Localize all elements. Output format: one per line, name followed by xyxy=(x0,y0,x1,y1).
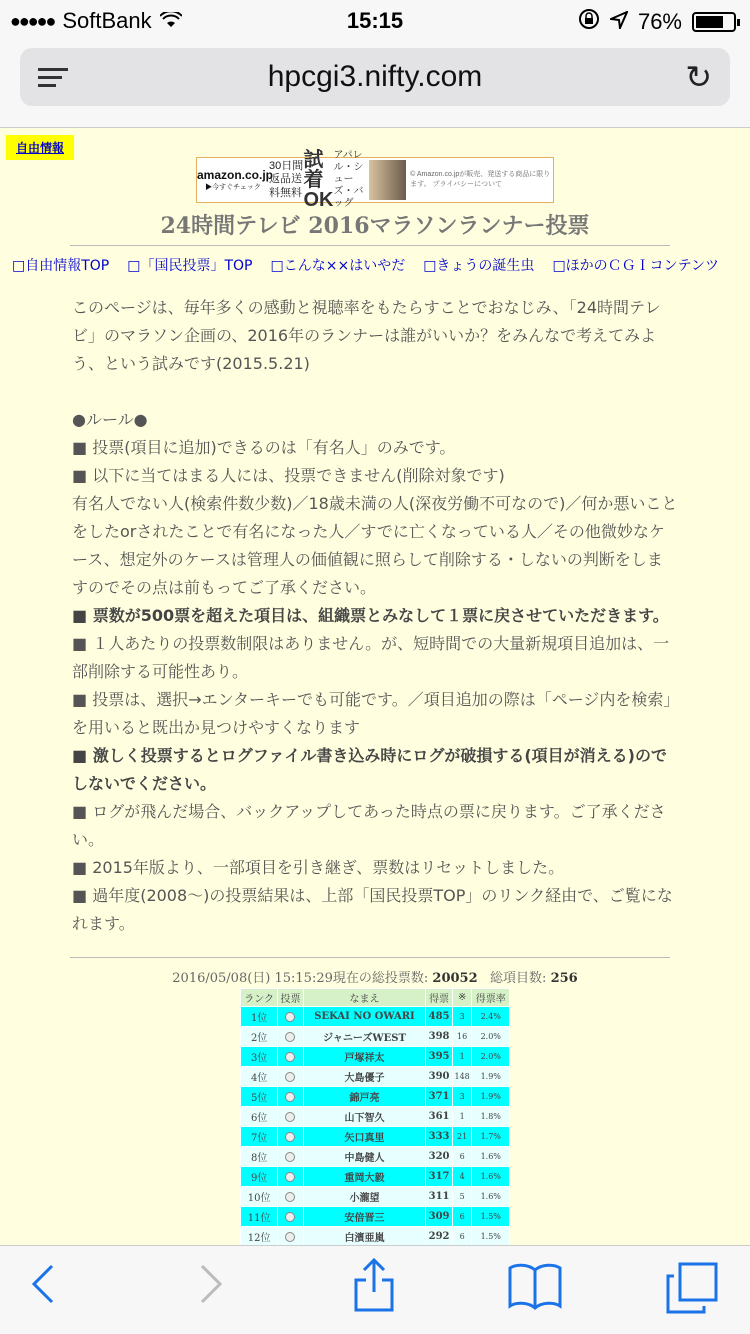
vote-radio-button[interactable] xyxy=(285,1172,295,1182)
vote-radio-button[interactable] xyxy=(285,1192,295,1202)
name-cell: SEKAI NO OWARI xyxy=(303,1007,426,1027)
amazon-ad-banner[interactable] xyxy=(196,149,554,211)
name-cell: 矢口真里 xyxy=(303,1127,426,1147)
web-page xyxy=(0,129,750,1245)
percent-cell: 1.8% xyxy=(472,1107,510,1127)
rank-cell: 4位 xyxy=(241,1067,278,1087)
vote-radio[interactable] xyxy=(278,1107,303,1127)
rank-cell: 1位 xyxy=(241,1007,278,1027)
vote-radio[interactable] xyxy=(278,1147,303,1167)
ranking-table xyxy=(240,988,510,1245)
table-row xyxy=(241,1087,510,1107)
banner-offer: 30日間 返品送料無料 xyxy=(269,160,304,199)
site-nav xyxy=(12,255,742,275)
votes-cell: 311 xyxy=(426,1187,452,1207)
vote-radio-button[interactable] xyxy=(285,1072,295,1082)
header-percent: 得票率 xyxy=(472,989,510,1007)
name-cell: 重岡大毅 xyxy=(303,1167,426,1187)
signal-strength-icon: ●●●●● xyxy=(10,10,55,31)
share-button[interactable] xyxy=(352,1258,396,1325)
mark-cell: 6 xyxy=(452,1207,472,1227)
back-button[interactable] xyxy=(30,1264,56,1315)
rule-item: ■ 以下に当てはまる人には、投票できません(削除対象です) xyxy=(72,466,505,485)
name-cell: 山下智久 xyxy=(303,1107,426,1127)
name-cell: 大島優子 xyxy=(303,1067,426,1087)
table-row xyxy=(241,1167,510,1187)
table-row xyxy=(241,1187,510,1207)
rule-item: ■ ログが飛んだ場合、バックアップしてあった時点の票に戻ります。ご了承ください。 xyxy=(72,802,666,849)
mark-cell: 1 xyxy=(452,1107,472,1127)
rule-item-bold: ■ 票数が500票を超えた項目は、組織票とみなして１票に戻させていただきます。 xyxy=(72,606,669,625)
percent-cell: 1.6% xyxy=(472,1167,510,1187)
votes-cell: 292 xyxy=(426,1227,452,1246)
name-cell: 安倍晋三 xyxy=(303,1207,426,1227)
total-votes: 20052 xyxy=(432,971,478,986)
vote-radio[interactable] xyxy=(278,1087,303,1107)
votes-cell: 317 xyxy=(426,1167,452,1187)
table-row xyxy=(241,1007,510,1027)
votes-cell: 361 xyxy=(426,1107,452,1127)
divider xyxy=(70,957,670,958)
table-row xyxy=(241,1047,510,1067)
percent-cell: 1.7% xyxy=(472,1127,510,1147)
banner-categories: アパレル・シューズ・バッグ xyxy=(333,150,364,209)
forward-button[interactable] xyxy=(198,1264,224,1315)
vote-radio[interactable] xyxy=(278,1067,303,1087)
amazon-check-link: ▶今すぐチェック xyxy=(205,184,261,191)
name-cell: ジャニーズWEST xyxy=(303,1027,426,1047)
votes-cell: 371 xyxy=(426,1087,452,1107)
table-row xyxy=(241,1107,510,1127)
free-info-link[interactable]: 自由情報 xyxy=(6,135,74,160)
vote-summary xyxy=(0,967,750,986)
rule-heading: ●ルール● xyxy=(72,410,148,429)
vote-radio-button[interactable] xyxy=(285,1052,295,1062)
header-votes: 得票 xyxy=(426,989,452,1007)
table-row xyxy=(241,1207,510,1227)
intro-text: このページは、毎年多くの感動と視聴率をもたらすことでおなじみ、「24時間テレビ」のマラソン企画の、2016年のランナーは誰がいいか？をみんなで考えてみよう、という試みです(2015.5.21) xyxy=(72,298,661,373)
percent-cell: 1.9% xyxy=(472,1087,510,1107)
divider xyxy=(70,245,670,246)
rank-cell: 12位 xyxy=(241,1227,278,1246)
header-name: なまえ xyxy=(303,989,426,1007)
status-bar xyxy=(0,0,750,40)
name-cell: 小瀧望 xyxy=(303,1187,426,1207)
vote-radio[interactable] xyxy=(278,1007,303,1027)
percent-cell: 1.6% xyxy=(472,1187,510,1207)
banner-headline: 試着 OK xyxy=(303,149,334,211)
vote-radio[interactable] xyxy=(278,1187,303,1207)
rank-cell: 8位 xyxy=(241,1147,278,1167)
percent-cell: 1.5% xyxy=(472,1207,510,1227)
header-rank: ランク xyxy=(241,989,278,1007)
rule-item-bold: ■ 激しく投票するとログファイル書き込み時にログが破損する(項目が消える)のでしないでください。 xyxy=(72,746,667,793)
vote-radio-button[interactable] xyxy=(285,1032,295,1042)
battery-icon xyxy=(692,12,736,32)
rotation-lock-icon xyxy=(578,8,600,36)
amazon-brand: amazon.co.jp xyxy=(197,168,274,182)
nav-link-free-info-top[interactable]: □自由情報TOP xyxy=(12,258,110,274)
vote-radio-button[interactable] xyxy=(285,1232,295,1242)
table-row xyxy=(241,1227,510,1246)
mark-cell: 6 xyxy=(452,1147,472,1167)
table-row xyxy=(241,1147,510,1167)
vote-radio-button[interactable] xyxy=(285,1112,295,1122)
reload-icon[interactable]: ↻ xyxy=(685,58,712,96)
name-cell: 戸塚祥太 xyxy=(303,1047,426,1067)
rank-cell: 6位 xyxy=(241,1107,278,1127)
percent-cell: 2.4% xyxy=(472,1007,510,1027)
name-cell: 中島健人 xyxy=(303,1147,426,1167)
percent-cell: 1.9% xyxy=(472,1067,510,1087)
rank-cell: 11位 xyxy=(241,1207,278,1227)
percent-cell: 2.0% xyxy=(472,1027,510,1047)
banner-photo xyxy=(369,160,406,200)
url-text[interactable]: hpcgi3.nifty.com xyxy=(267,60,483,93)
nav-link-birthday-bug[interactable]: □きょうの誕生虫 xyxy=(423,258,535,274)
votes-cell: 320 xyxy=(426,1147,452,1167)
rank-cell: 10位 xyxy=(241,1187,278,1207)
vote-radio-button[interactable] xyxy=(285,1212,295,1222)
vote-radio-button[interactable] xyxy=(285,1152,295,1162)
rule-item: ■ 過年度(2008〜)の投票結果は、上部「国民投票TOP」のリンク経由で、ご覧になれます。 xyxy=(72,886,673,933)
rank-cell: 5位 xyxy=(241,1087,278,1107)
ranking-body xyxy=(241,1007,510,1246)
safari-toolbar xyxy=(0,1245,750,1334)
vote-radio[interactable] xyxy=(278,1207,303,1227)
rank-cell: 3位 xyxy=(241,1047,278,1067)
nav-link-other-cgi[interactable]: □ほかのＣＧＩコンテンツ xyxy=(552,258,719,274)
rule-item: ■ 投票(項目に追加)できるのは「有名人」のみです。 xyxy=(72,438,456,457)
table-row xyxy=(241,1027,510,1047)
votes-cell: 309 xyxy=(426,1207,452,1227)
nav-link-konna[interactable]: □こんな××はいやだ xyxy=(270,258,406,274)
browser-header xyxy=(0,40,750,128)
vote-radio-button[interactable] xyxy=(285,1092,295,1102)
percent-cell: 1.6% xyxy=(472,1147,510,1167)
name-cell: 白濱亜嵐 xyxy=(303,1227,426,1246)
mark-cell: 3 xyxy=(452,1087,472,1107)
vote-radio-button[interactable] xyxy=(285,1012,295,1022)
mark-cell: 4 xyxy=(452,1167,472,1187)
header-mark: ※ xyxy=(452,989,472,1007)
mark-cell: 1 xyxy=(452,1047,472,1067)
rank-cell: 7位 xyxy=(241,1127,278,1147)
votes-cell: 395 xyxy=(426,1047,452,1067)
rule-item: 有名人でない人(検索件数少数)／18歳未満の人(深夜労働不可なので)／何か悪いことをしたorされたことで有名になった人／すでに亡くなっている人／その他微妙なケース、想定外のケースは管理人の価値観に照らして削除する・しないの判断をしますのでその点は前もってご了承ください。 xyxy=(72,494,678,597)
vote-radio-button[interactable] xyxy=(285,1132,295,1142)
bookmarks-button[interactable] xyxy=(508,1262,562,1321)
votes-cell: 398 xyxy=(426,1027,452,1047)
battery-percent: 76% xyxy=(637,9,682,34)
summary-prefix: 2016/05/08(日) 15:15:29現在の総投票数: xyxy=(172,971,429,986)
rule-item: ■ 投票は、選択→エンターキーでも可能です。／項目追加の際は「ページ内を検索」を用いると既出か見つけやすくなります xyxy=(72,690,672,737)
name-cell: 錦戸亮 xyxy=(303,1087,426,1107)
location-icon xyxy=(610,9,628,35)
mark-cell: 21 xyxy=(452,1127,472,1147)
intro-content xyxy=(72,294,678,938)
vote-radio[interactable] xyxy=(278,1047,303,1067)
rank-cell: 9位 xyxy=(241,1167,278,1187)
vote-radio[interactable] xyxy=(278,1127,303,1147)
mark-cell: 5 xyxy=(452,1187,472,1207)
mark-cell: 3 xyxy=(452,1007,472,1027)
nav-link-vote-top[interactable]: □「国民投票」TOP xyxy=(127,258,253,274)
status-right xyxy=(578,8,736,36)
header-vote: 投票 xyxy=(278,989,303,1007)
table-row xyxy=(241,1127,510,1147)
mark-cell: 6 xyxy=(452,1227,472,1246)
vote-radio[interactable] xyxy=(278,1027,303,1047)
rule-item: ■ １人あたりの投票数制限はありません。が、短時間での大量新規項目追加は、一部削除する可能性あり。 xyxy=(72,634,670,681)
battery-fill xyxy=(696,16,723,28)
rank-cell: 2位 xyxy=(241,1027,278,1047)
page-title: 24時間テレビ 2016マラソンランナー投票 xyxy=(160,213,590,239)
vote-radio[interactable] xyxy=(278,1227,303,1246)
mark-cell: 16 xyxy=(452,1027,472,1047)
votes-cell: 333 xyxy=(426,1127,452,1147)
banner-note: © Amazon.co.jpが販売、発送する商品に限ります。 プライバシーについて xyxy=(410,171,551,188)
percent-cell: 2.0% xyxy=(472,1047,510,1067)
summary-items-label: 総項目数: xyxy=(490,971,547,986)
vote-radio[interactable] xyxy=(278,1167,303,1187)
address-bar[interactable] xyxy=(20,48,730,106)
amazon-logo xyxy=(197,168,274,192)
tabs-button[interactable] xyxy=(666,1262,718,1325)
table-row xyxy=(241,1067,510,1087)
votes-cell: 390 xyxy=(426,1067,452,1087)
carrier-name: SoftBank xyxy=(62,8,152,33)
percent-cell: 1.5% xyxy=(472,1227,510,1246)
votes-cell: 485 xyxy=(426,1007,452,1027)
total-items: 256 xyxy=(550,971,578,986)
clock: 15:15 xyxy=(346,8,404,33)
mark-cell: 148 xyxy=(452,1067,472,1087)
rule-item: ■ 2015年版より、一部項目を引き継ぎ、票数はリセットしました。 xyxy=(72,858,565,877)
